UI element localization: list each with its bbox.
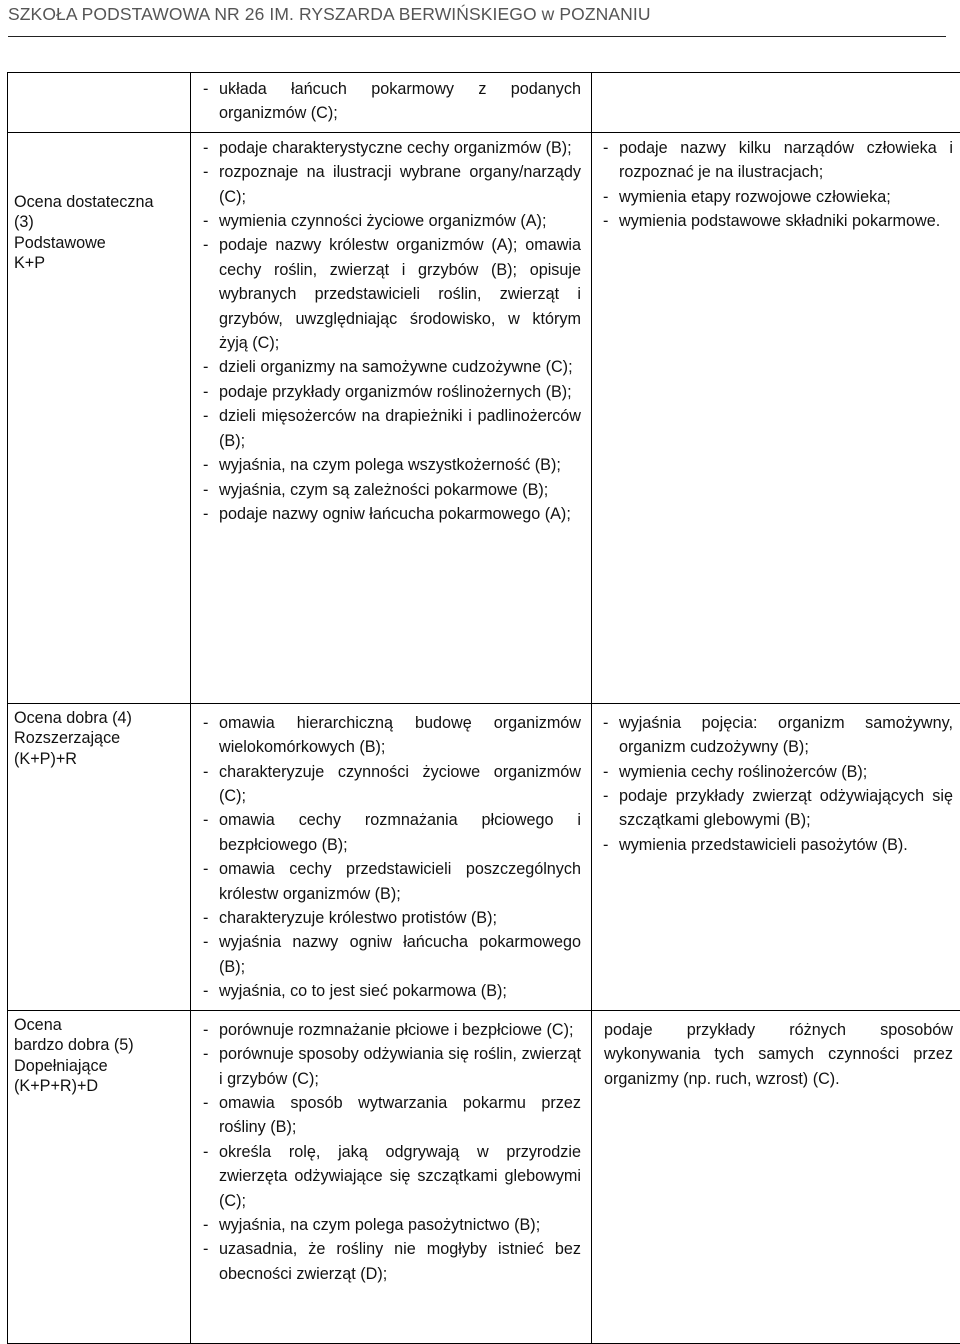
list-item: - podaje nazwy kilku narządów człowieka i rozpoznać je na ilustracjach;	[603, 136, 953, 185]
list-item: - wyjaśnia, na czym polega wszystkożerność (B);	[203, 453, 581, 477]
list-item: - porównuje rozmnażanie płciowe i bezpłciowe (C);	[203, 1018, 581, 1042]
grade-label: Podstawowe	[14, 233, 190, 254]
extra-requirements-cell	[592, 73, 960, 133]
requirements-cell	[191, 703, 592, 1010]
table-row	[8, 132, 960, 703]
list-item: - charakteryzuje królestwo protistów (B);	[203, 906, 581, 930]
list-item: - podaje charakterystyczne cechy organizmów (B);	[203, 136, 581, 160]
list-item: - podaje nazwy królestw organizmów (A); omawia cechy roślin, zwierząt i grzybów (B); opisuje wybranych przedstawicieli roślin, zwierząt i grzybów, uwzględniając środowisko, w którym żyją (C);	[203, 233, 581, 355]
requirements-cell	[191, 73, 592, 133]
list-item: - omawia hierarchiczną budowę organizmów wielokomórkowych (B);	[203, 711, 581, 760]
list-item: - podaje nazwy ogniw łańcucha pokarmowego (A);	[203, 502, 581, 526]
grade-label: Ocena dobra (4)	[14, 708, 190, 729]
list-item: - dzieli mięsożerców na drapieżniki i padlinożerców (B);	[203, 404, 581, 453]
list-item: - wymienia przedstawicieli pasożytów (B).	[603, 833, 953, 857]
list-item: - porównuje sposoby odżywiania się roślin, zwierząt i grzybów (C);	[203, 1042, 581, 1091]
list-item: - wymienia cechy roślinożerców (B);	[603, 760, 953, 784]
grade-label: (3)	[14, 212, 190, 233]
list-item: - charakteryzuje czynności życiowe organizmów (C);	[203, 760, 581, 809]
requirements-cell	[191, 132, 592, 703]
list-item: - uzasadnia, że rośliny nie mogłyby istnieć bez obecności zwierząt (D);	[203, 1237, 581, 1286]
list-item: - wyjaśnia nazwy ogniw łańcucha pokarmowego (B);	[203, 930, 581, 979]
list-item: - omawia cechy przedstawicieli poszczególnych królestw organizmów (B);	[203, 857, 581, 906]
grade-label: (K+P)+R	[14, 749, 190, 770]
paragraph: podaje przykłady różnych sposobów wykonywania tych samych czynności przez organizmy (np. ruch, wzrost) (C).	[592, 1011, 960, 1097]
list-item: - omawia cechy rozmnażania płciowego i bezpłciowego (B);	[203, 808, 581, 857]
grade-cell	[8, 703, 191, 1010]
list-item: - wymienia etapy rozwojowe człowieka;	[603, 185, 953, 209]
grade-cell	[8, 132, 191, 703]
grade-cell	[8, 1010, 191, 1343]
table-row	[8, 1010, 960, 1343]
list-item: - układa łańcuch pokarmowy z podanych organizmów (C);	[203, 77, 581, 126]
document-header	[8, 2, 948, 34]
list-item: - wymienia podstawowe składniki pokarmowe.	[603, 209, 953, 233]
extra-requirements-cell	[592, 703, 960, 1010]
list-item: - wyjaśnia pojęcia: organizm samożywny, organizm cudzożywny (B);	[603, 711, 953, 760]
extra-requirements-cell	[592, 1010, 960, 1343]
grade-label: bardzo dobra (5)	[14, 1035, 190, 1056]
school-name: SZKOŁA PODSTAWOWA NR 26 IM. RYSZARDA BERWIŃSKIEGO w POZNANIU	[8, 2, 948, 26]
table-row	[8, 703, 960, 1010]
header-rule	[8, 36, 946, 37]
list-item: - podaje przykłady organizmów roślinożernych (B);	[203, 380, 581, 404]
list-item: - wyjaśnia, czym są zależności pokarmowe (B);	[203, 478, 581, 502]
grade-label: Rozszerzające	[14, 728, 190, 749]
list-item: - omawia sposób wytwarzania pokarmu przez rośliny (B);	[203, 1091, 581, 1140]
grade-label: K+P	[14, 253, 190, 274]
grade-label: Dopełniające	[14, 1056, 190, 1077]
list-item: - podaje przykłady zwierząt odżywiających się szczątkami glebowymi (B);	[603, 784, 953, 833]
extra-requirements-cell	[592, 132, 960, 703]
requirements-table	[7, 72, 960, 1344]
list-item: - dzieli organizmy na samożywne cudzożywne (C);	[203, 355, 581, 379]
grade-cell	[8, 73, 191, 133]
list-item: - wymienia czynności życiowe organizmów (A);	[203, 209, 581, 233]
requirements-cell	[191, 1010, 592, 1343]
list-item: - wyjaśnia, na czym polega pasożytnictwo (B);	[203, 1213, 581, 1237]
list-item: - rozpoznaje na ilustracji wybrane organy/narządy (C);	[203, 160, 581, 209]
grade-label: (K+P+R)+D	[14, 1076, 190, 1097]
list-item: - wyjaśnia, co to jest sieć pokarmowa (B);	[203, 979, 581, 1003]
grade-label: Ocena dostateczna	[14, 192, 190, 213]
table-row	[8, 73, 960, 133]
grade-label: Ocena	[14, 1015, 190, 1036]
list-item: - określa rolę, jaką odgrywają w przyrodzie zwierzęta odżywiające się szczątkami glebowymi (C);	[203, 1140, 581, 1213]
